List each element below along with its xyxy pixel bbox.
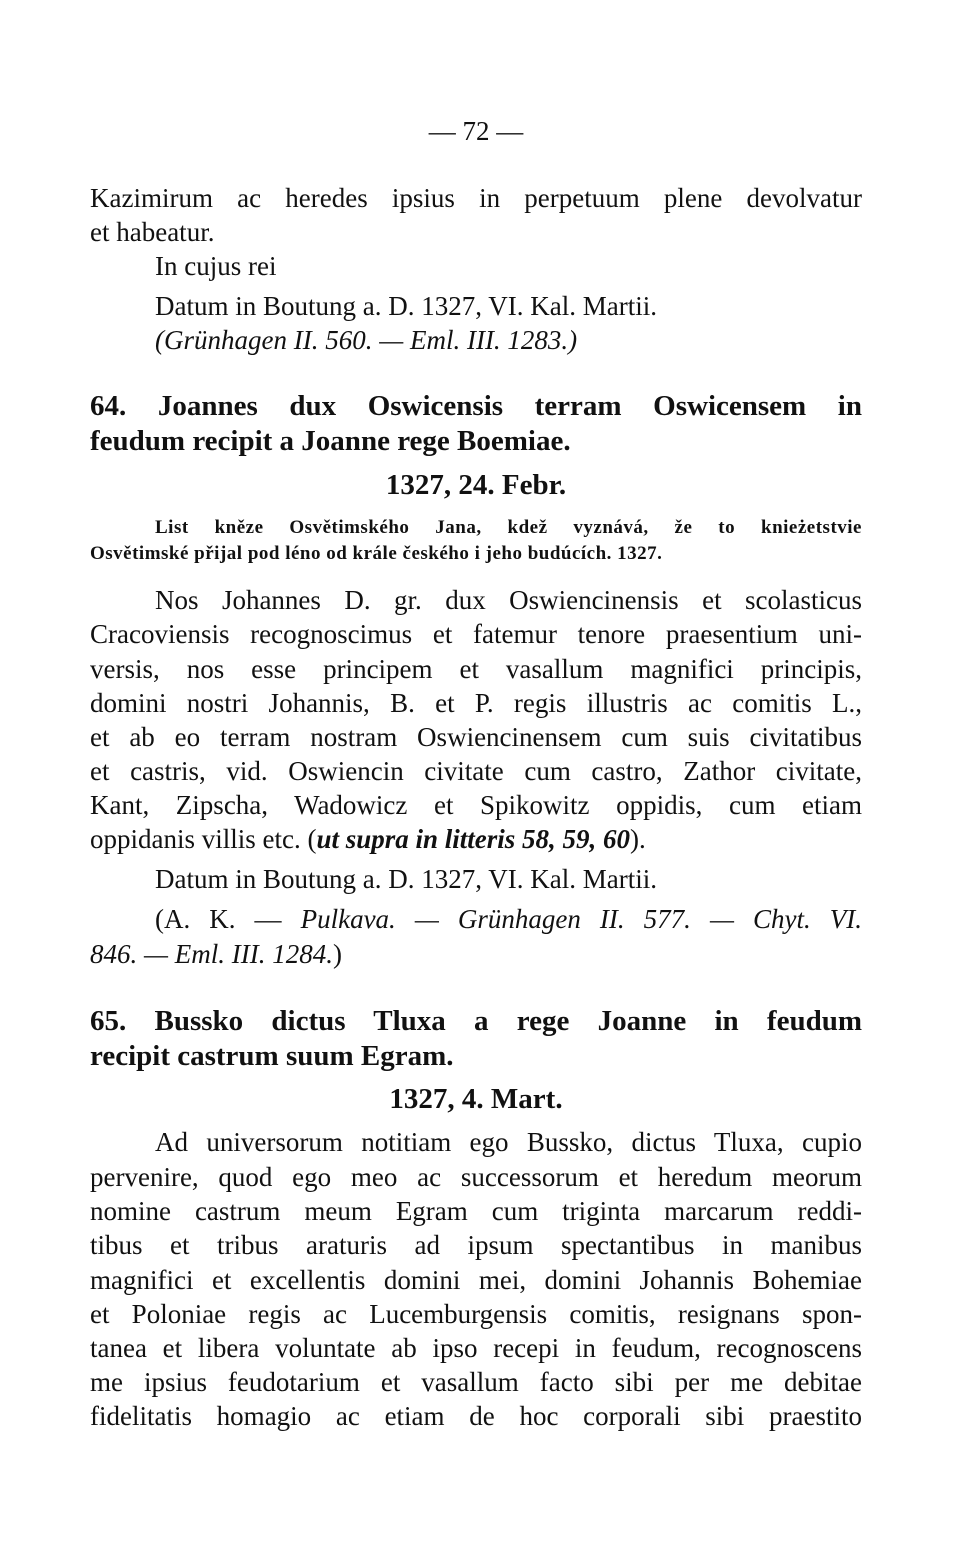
text-line: domini nostri Johannis, B. et P. regis illustris ac comitis L., bbox=[90, 688, 862, 718]
text-line: Datum in Boutung a. D. 1327, VI. Kal. Martii. bbox=[155, 291, 657, 321]
text-line: versis, nos esse principem et vasallum magnifici principis, bbox=[90, 654, 862, 684]
document-heading: feudum recipit a Joanne rege Boemiae. bbox=[90, 425, 571, 457]
czech-summary-line: Osvětimské přijal pod léno od krále českého i jeho budúcích. 1327. bbox=[90, 543, 663, 564]
italic-reference: 846. — Eml. III. 1284. bbox=[90, 939, 333, 969]
text-segment: oppidanis villis etc. ( bbox=[90, 824, 317, 854]
text-line: pervenire, quod ego meo ac successorum et heredum meorum bbox=[90, 1162, 862, 1192]
text-line: me ipsius feudotarium et vasallum facto sibi per me debitae bbox=[90, 1367, 862, 1397]
italic-reference: ut supra in litteris 58, 59, 60 bbox=[316, 824, 631, 854]
citation-line bbox=[155, 902, 862, 936]
text-line: et Poloniae regis ac Lucemburgensis comitis, resignans spon- bbox=[90, 1299, 862, 1329]
document-date: 1327, 4. Mart. bbox=[389, 1083, 563, 1115]
text-segment: ) bbox=[332, 939, 342, 969]
citation-line: (Grünhagen II. 560. — Eml. III. 1283.) bbox=[155, 325, 578, 355]
italic-reference: Pulkava. — Grünhagen II. 577. — Chyt. VI. bbox=[300, 904, 862, 934]
document-heading: 64. Joannes dux Oswicensis terram Oswicensem in bbox=[90, 390, 862, 422]
document-heading: recipit castrum suum Egram. bbox=[90, 1040, 454, 1072]
text-line: nomine castrum meum Egram cum triginta marcarum reddi- bbox=[90, 1196, 862, 1226]
text-line: Datum in Boutung a. D. 1327, VI. Kal. Martii. bbox=[155, 864, 657, 894]
czech-summary-line: List kněze Osvětimského Jana, kdež vyznává, že to knieżetstvie bbox=[155, 517, 862, 538]
text-line: et castris, vid. Oswiencin civitate cum castro, Zathor civitate, bbox=[90, 756, 862, 786]
text-line bbox=[90, 822, 862, 856]
text-line: tanea et libera voluntate ab ipso recepi in feudum, recognoscens bbox=[90, 1333, 862, 1363]
document-date: 1327, 24. Febr. bbox=[385, 469, 567, 501]
text-line: tibus et tribus araturis ad ipsum spectantibus in manibus bbox=[90, 1230, 862, 1260]
text-line: Kazimirum ac heredes ipsius in perpetuum plene devolvatur bbox=[90, 183, 862, 213]
text-line: Cracoviensis recognoscimus et fatemur tenore praesentium uni- bbox=[90, 619, 862, 649]
text-line: et habeatur. bbox=[90, 217, 215, 247]
text-segment: ). bbox=[630, 824, 646, 854]
text-line: In cujus rei bbox=[155, 251, 277, 281]
text-line: magnifici et excellentis domini mei, domini Johannis Bohemiae bbox=[90, 1265, 862, 1295]
text-line: Ad universorum notitiam ego Bussko, dictus Tluxa, cupio bbox=[155, 1127, 862, 1157]
text-segment: (A. K. — bbox=[155, 904, 301, 934]
citation-line bbox=[90, 937, 862, 971]
page-number: — 72 — bbox=[428, 116, 524, 146]
text-line: et ab eo terram nostram Oswiencinensem cum suis civitatibus bbox=[90, 722, 862, 752]
text-line: Kant, Zipscha, Wadowicz et Spikowitz oppidis, cum etiam bbox=[90, 790, 862, 820]
text-line: Nos Johannes D. gr. dux Oswiencinensis et scolasticus bbox=[155, 585, 862, 615]
text-line: fidelitatis homagio ac etiam de hoc corporali sibi praestito bbox=[90, 1401, 862, 1431]
document-heading: 65. Bussko dictus Tluxa a rege Joanne in feudum bbox=[90, 1005, 862, 1037]
